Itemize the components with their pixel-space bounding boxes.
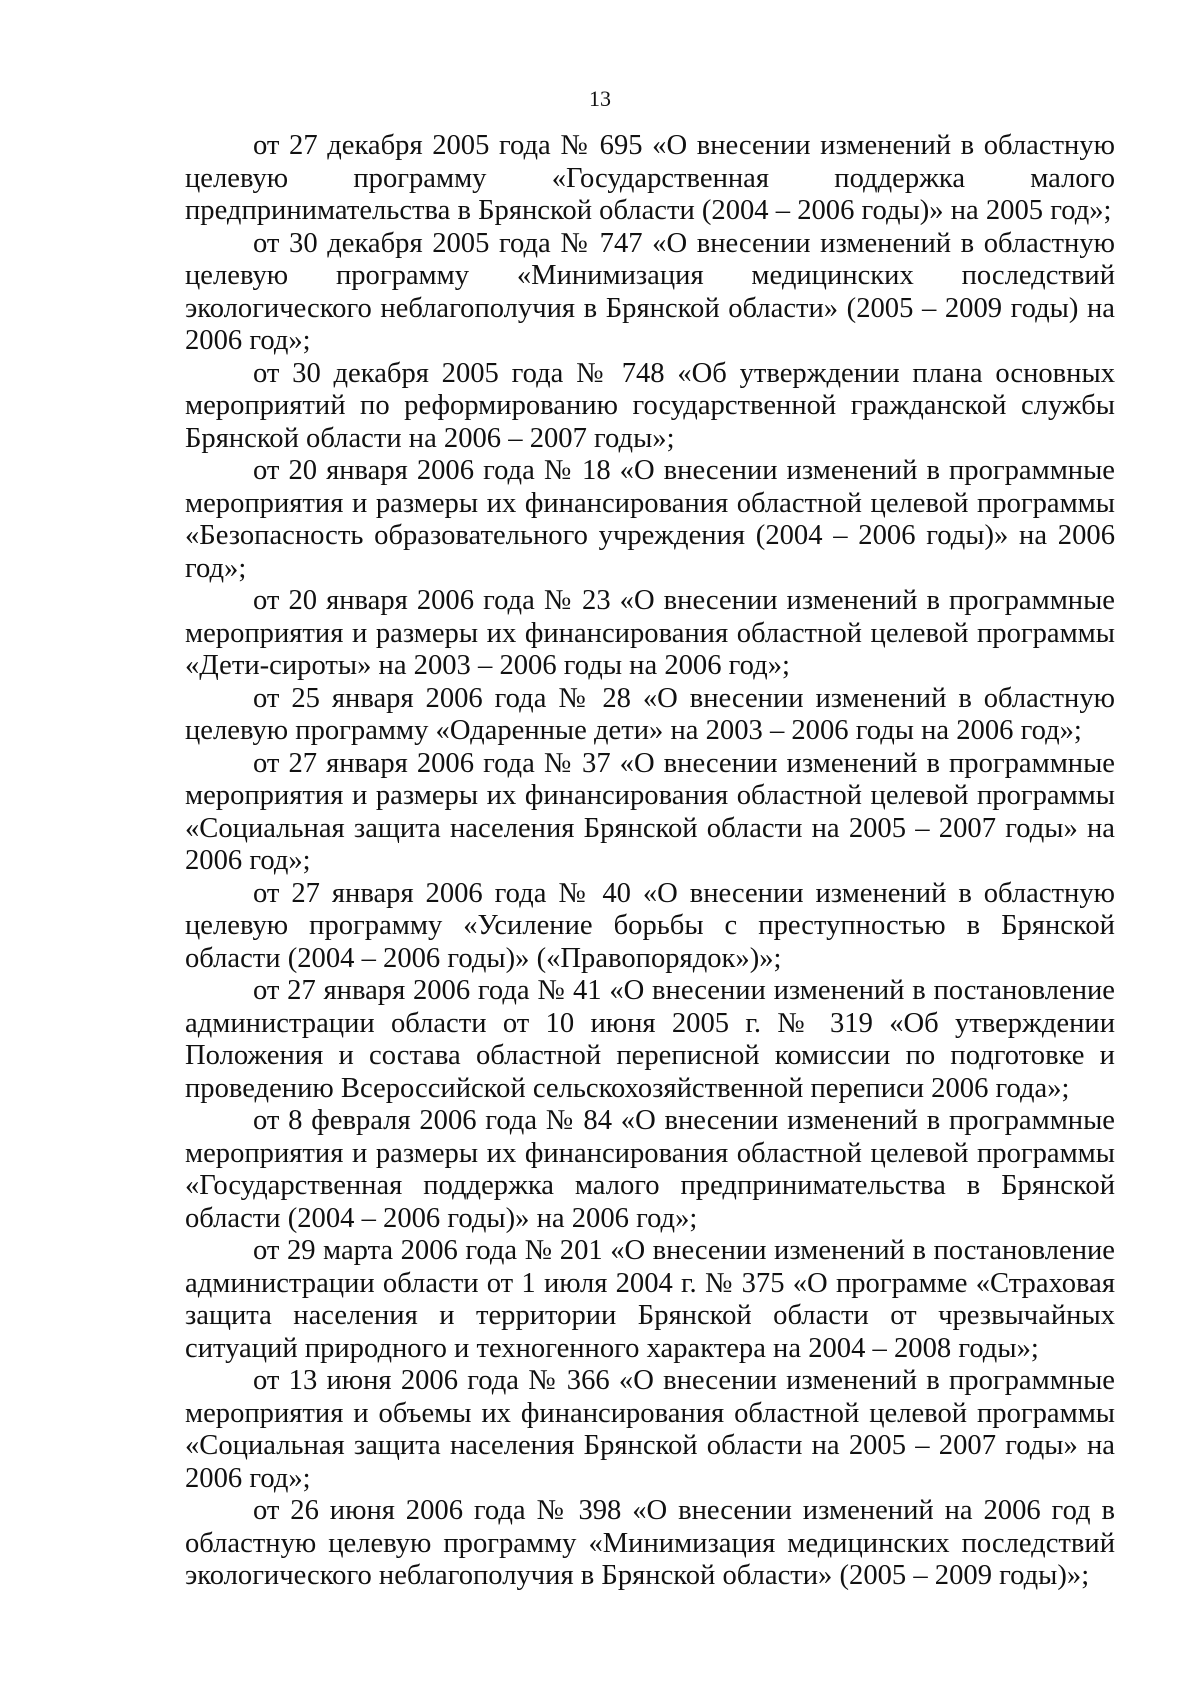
paragraph-11: от 29 марта 2006 года № 201 «О внесении изменений в постановление администрации области от 1 июля 2004 г. № 375 «О программе «Страховая защита населения и территории Брянской области от чрезвычайных ситуаций природного и техногенного характера на 2004 – 2008 годы»;: [185, 1235, 1115, 1364]
paragraph-10: от 8 февраля 2006 года № 84 «О внесении изменений в программные мероприятия и размеры их финансирования областной целевой программы «Государственная поддержка малого предпринимательства в Брянской области (2004 – 2006 годы)» на 2006 год»;: [185, 1105, 1115, 1234]
paragraph-1: от 27 декабря 2005 года № 695 «О внесении изменений в областную целевую программу «Государственная поддержка малого предпринимательства в Брянской области (2004 – 2006 годы)» на 2005 год»;: [185, 130, 1115, 226]
document-body: [185, 130, 1115, 1593]
paragraph-2: от 30 декабря 2005 года № 747 «О внесении изменений в областную целевую программу «Минимизация медицинских последствий экологического неблагополучия в Брянской области» (2005 – 2009 годы) на 2006 год»;: [185, 227, 1115, 356]
paragraph-13: от 26 июня 2006 года № 398 «О внесении изменений на 2006 год в областную целевую программу «Минимизация медицинских последствий экологического неблагополучия в Брянской области» (2005 – 2009 годы)»;: [185, 1495, 1115, 1591]
paragraph-6: от 25 января 2006 года № 28 «О внесении изменений в областную целевую программу «Одаренные дети» на 2003 – 2006 годы на 2006 год»;: [185, 682, 1115, 746]
paragraph-9: от 27 января 2006 года № 41 «О внесении изменений в постановление администрации области от 10 июня 2005 г. № 319 «Об утверждении Положения и состава областной переписной комиссии по подготовке и проведению Всероссийской сельскохозяйственной переписи 2006 года»;: [185, 975, 1115, 1104]
paragraph-4: от 20 января 2006 года № 18 «О внесении изменений в программные мероприятия и размеры их финансирования областной целевой программы «Безопасность образовательного учреждения (2004 – 2006 годы)» на 2006 год»;: [185, 455, 1115, 584]
paragraph-3: от 30 декабря 2005 года № 748 «Об утверждении плана основных мероприятий по реформированию государственной гражданской службы Брянской области на 2006 – 2007 годы»;: [185, 357, 1115, 454]
paragraph-7: от 27 января 2006 года № 37 «О внесении изменений в программные мероприятия и размеры их финансирования областной целевой программы «Социальная защита населения Брянской области на 2005 – 2007 годы» на 2006 год»;: [185, 747, 1115, 876]
paragraph-5: от 20 января 2006 года № 23 «О внесении изменений в программные мероприятия и размеры их финансирования областной целевой программы «Дети-сироты» на 2003 – 2006 годы на 2006 год»;: [185, 585, 1115, 681]
page-number: 13: [589, 86, 611, 111]
paragraph-12: от 13 июня 2006 года № 366 «О внесении изменений в программные мероприятия и объемы их финансирования областной целевой программы «Социальная защита населения Брянской области на 2005 – 2007 годы» на 2006 год»;: [185, 1365, 1115, 1494]
paragraph-8: от 27 января 2006 года № 40 «О внесении изменений в областную целевую программу «Усиление борьбы с преступностью в Брянской области (2004 – 2006 годы)» («Правопорядок»)»;: [185, 877, 1115, 974]
